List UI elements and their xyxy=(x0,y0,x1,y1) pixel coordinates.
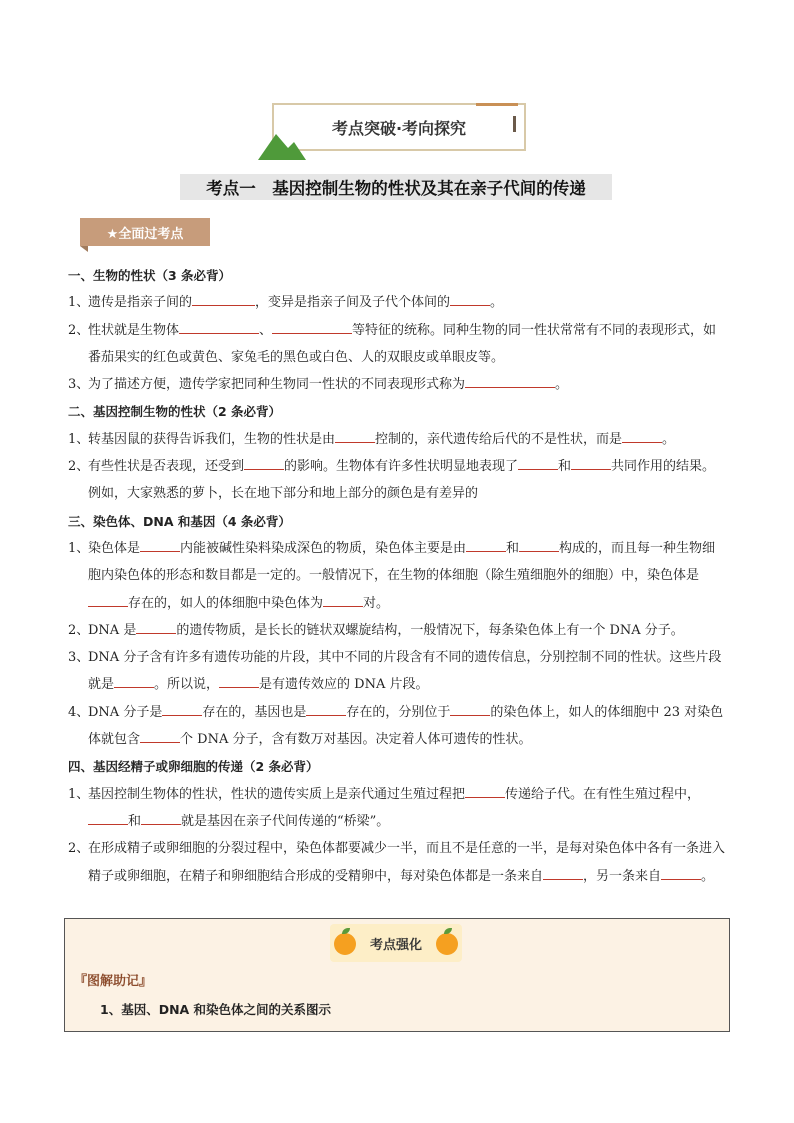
fill-blank[interactable] xyxy=(622,428,662,443)
fill-blank[interactable] xyxy=(244,455,284,470)
text: 传递给子代。在有性生殖过程中， xyxy=(505,786,701,802)
text: 。 xyxy=(701,868,715,884)
item-number: 2、 xyxy=(68,459,90,475)
item-2-2 xyxy=(68,453,728,508)
text: ，变异是指亲子间及子代个体间的 xyxy=(255,295,451,311)
text: 的染色体上，如人的体细胞中 23 对染色体就包含 xyxy=(88,704,724,748)
figure-item: 1、基因、DNA 和染色体之间的关系图示 xyxy=(100,1002,332,1017)
item-number: 1、 xyxy=(68,540,90,556)
fill-blank[interactable] xyxy=(192,291,255,306)
fill-blank[interactable] xyxy=(272,319,352,334)
fill-blank[interactable] xyxy=(335,428,375,443)
text: 等特征的统称。同种生物的同一性状常常有不同的表现形式，如番茄果实的红色或黄色、家兔毛的黑色或白色、人的双眼皮或单眼皮等。 xyxy=(88,322,717,365)
fill-blank[interactable] xyxy=(179,319,259,334)
text: 和 xyxy=(558,459,572,475)
item-1-3 xyxy=(68,371,728,398)
item-3-4 xyxy=(68,699,728,754)
fill-blank[interactable] xyxy=(519,537,559,552)
text: DNA 分子是 xyxy=(88,704,163,720)
fill-blank[interactable] xyxy=(162,701,202,716)
fill-blank[interactable] xyxy=(543,865,583,880)
fill-blank[interactable] xyxy=(88,592,128,607)
strengthen-label: 考点强化 xyxy=(369,937,422,953)
text: 转基因鼠的获得告诉我们，生物的性状是由 xyxy=(88,431,336,447)
fill-blank[interactable] xyxy=(466,537,506,552)
text: 。所以说， xyxy=(154,677,220,693)
fill-blank[interactable] xyxy=(450,291,490,306)
text: 内能被碱性染料染成深色的物质，染色体主要是由 xyxy=(180,540,467,556)
text: 存在的，基因也是 xyxy=(202,704,307,720)
item-4-1 xyxy=(68,781,728,836)
text: 和 xyxy=(506,540,520,556)
content xyxy=(68,262,728,890)
fill-blank[interactable] xyxy=(141,810,181,825)
text: DNA 是 xyxy=(88,622,137,638)
text: 的影响。生物体有许多性状明显地表现了 xyxy=(284,459,519,475)
text: 构成的，而且每一种生物细胞内染色体的形态和数目都是一定的。一般情况下，在生物的体细胞（除生殖细胞外的细胞）中，染色体是 xyxy=(88,540,716,584)
text: 性状就是生物体 xyxy=(88,322,180,338)
item-number: 3、 xyxy=(68,650,90,666)
text: 遗传是指亲子间的 xyxy=(88,295,193,311)
fill-blank[interactable] xyxy=(136,619,176,634)
text: 在形成精子或卵细胞的分裂过程中，染色体都要减少一半，而且不是任意的一半，是每对染色体中各有一条进入精子或卵细胞，在精子和卵细胞结合形成的受精卵中，每对染色体都是一条来自 xyxy=(88,841,726,884)
figure-label: 『图解助记』 xyxy=(74,974,153,989)
fill-blank[interactable] xyxy=(465,373,555,388)
fill-blank[interactable] xyxy=(114,673,154,688)
text: ，另一条来自 xyxy=(583,868,662,884)
text: 控制的，亲代遗传给后代的不是性状，而是 xyxy=(375,431,623,447)
item-4-2 xyxy=(68,835,728,890)
text: 、 xyxy=(259,322,273,338)
text: 。 xyxy=(490,295,504,311)
orange-icon xyxy=(436,933,458,955)
text: 对。 xyxy=(363,595,390,611)
item-number: 2、 xyxy=(68,841,90,857)
header-box xyxy=(272,103,526,151)
text: 是有遗传效应的 DNA 片段。 xyxy=(259,677,429,693)
text: 有些性状是否表现，还受到 xyxy=(88,459,245,475)
header-accent-bar xyxy=(513,116,516,132)
tag-tail xyxy=(80,246,88,252)
heading-traits: 一、生物的性状（3 条必背） xyxy=(68,268,232,283)
item-2-1 xyxy=(68,426,728,453)
fill-blank[interactable] xyxy=(465,783,505,798)
item-number: 4、 xyxy=(68,704,90,720)
item-number: 2、 xyxy=(68,622,90,638)
item-number: 1、 xyxy=(68,295,90,311)
text: 存在的，分别位于 xyxy=(346,704,451,720)
text: DNA 分子含有许多有遗传功能的片段，其中不同的片段含有不同的遗传信息，分别控制不同的性状。这些片段就是 xyxy=(88,650,722,693)
header-title: 考点突破·考向探究 xyxy=(331,118,467,138)
item-3-2 xyxy=(68,617,728,644)
orange-icon xyxy=(334,933,356,955)
tag-all-points: ★全面过考点 xyxy=(80,218,210,246)
fill-blank[interactable] xyxy=(571,455,611,470)
item-1-1 xyxy=(68,289,728,316)
header-accent-line xyxy=(476,103,518,106)
heading-chromosome-dna-gene: 三、染色体、DNA 和基因（4 条必背） xyxy=(68,513,291,529)
fill-blank[interactable] xyxy=(88,810,128,825)
section-title: 考点一 基因控制生物的性状及其在亲子代间的传递 xyxy=(180,174,612,200)
fill-blank[interactable] xyxy=(140,537,180,552)
mountain-icon xyxy=(258,130,306,160)
text: 。 xyxy=(662,431,676,447)
heading-gene-transmission: 四、基因经精子或卵细胞的传递（2 条必背） xyxy=(68,759,319,775)
item-number: 1、 xyxy=(68,786,90,802)
fill-blank[interactable] xyxy=(323,592,363,607)
fill-blank[interactable] xyxy=(306,701,346,716)
text: 基因控制生物体的性状，性状的遗传实质上是亲代通过生殖过程把 xyxy=(88,786,466,802)
fill-blank[interactable] xyxy=(661,865,701,880)
text: 染色体是 xyxy=(88,540,141,556)
fill-blank[interactable] xyxy=(140,728,180,743)
item-1-2 xyxy=(68,317,728,372)
item-number: 3、 xyxy=(68,377,90,393)
text: 个 DNA 分子，含有数万对基因。决定着人体可遗传的性状。 xyxy=(180,732,532,748)
item-3-3 xyxy=(68,644,728,699)
fill-blank[interactable] xyxy=(518,455,558,470)
text: 的遗传物质，是长长的链状双螺旋结构，一般情况下，每条染色体上有一个 DNA 分子。 xyxy=(176,622,684,638)
fill-blank[interactable] xyxy=(450,701,490,716)
text: 和 xyxy=(128,813,142,829)
item-number: 1、 xyxy=(68,431,90,447)
text: 共同作用的结果。例如，大家熟悉的萝卜，长在地下部分和地上部分的颜色是有差异的 xyxy=(88,459,716,502)
text: 。 xyxy=(555,377,569,393)
text: 存在的，如人的体细胞中染色体为 xyxy=(128,595,324,611)
text: 就是基因在亲子代间传递的“桥梁”。 xyxy=(181,813,390,829)
item-number: 2、 xyxy=(68,322,90,338)
heading-gene-control: 二、基因控制生物的性状（2 条必背） xyxy=(68,404,282,420)
text: 为了描述方便，遗传学家把同种生物同一性状的不同表现形式称为 xyxy=(88,377,466,393)
fill-blank[interactable] xyxy=(219,673,259,688)
item-3-1 xyxy=(68,535,728,617)
